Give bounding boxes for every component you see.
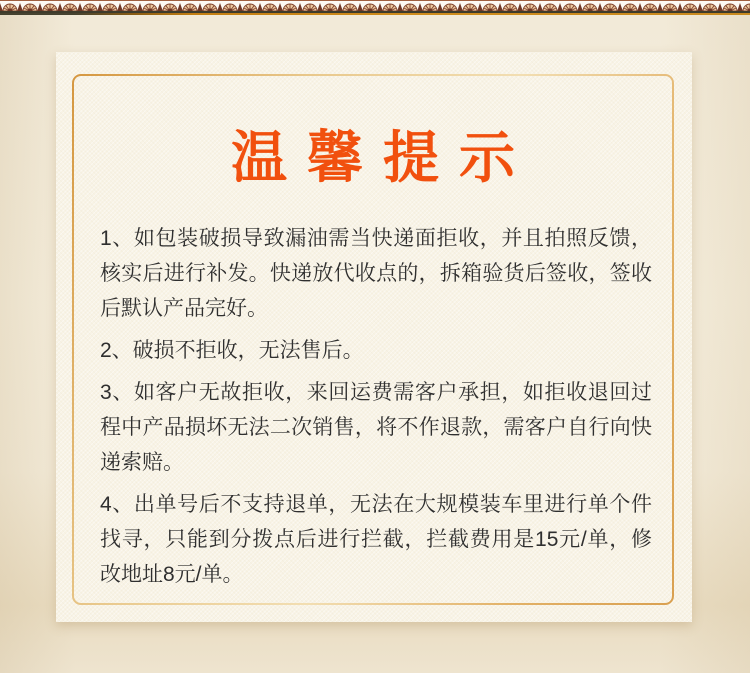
decorative-border-pattern-icon <box>0 0 750 11</box>
frame-inner <box>74 76 672 603</box>
notice-title: 温馨提示 <box>231 128 535 190</box>
gold-rule <box>0 13 750 15</box>
notice-paragraph: 2、破损不拒收，无法售后。 <box>100 339 364 363</box>
notice-paragraph: 1、如包装破损导致漏油需当快递面拒收，并且拍照反馈，核实后进行补发。快递放代收点的，拆箱验货后签收，签收后默认产品完好。 <box>100 227 652 321</box>
notice-paragraph: 4、出单号后不支持退单，无法在大规模装车里进行单个件找寻，只能到分拨点后进行拦截，拦截费用是15元/单，修改地址8元/单。 <box>100 493 652 587</box>
decorative-border <box>0 0 750 15</box>
gold-frame <box>72 74 674 605</box>
notice-body <box>100 221 652 592</box>
notice-card <box>56 52 692 622</box>
notice-paragraph: 3、如客户无故拒收，来回运费需客户承担，如拒收退回过程中产品损坏无法二次销售，将不作退款，需客户自行向快递索赔。 <box>100 381 652 475</box>
